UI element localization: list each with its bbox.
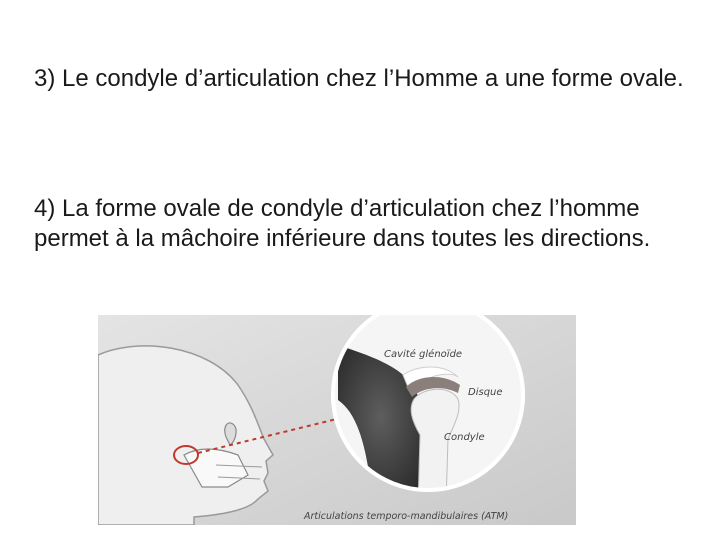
tmj-illustration-svg	[98, 315, 576, 525]
label-condyle: Condyle	[444, 432, 485, 443]
tmj-illustration	[98, 315, 576, 525]
figure-caption: Articulations temporo-mandibulaires (ATM)	[304, 511, 509, 522]
label-disc: Disque	[468, 387, 503, 398]
bullet-point-3: 3) Le condyle d’articulation chez l’Homme a une forme ovale.	[34, 65, 684, 92]
bullet-point-4: 4) La forme ovale de condyle d’articulation chez l’homme permet à la mâchoire inférieure dans toutes les directions.	[34, 195, 651, 252]
label-glenoid: Cavité glénoïde	[384, 349, 463, 360]
